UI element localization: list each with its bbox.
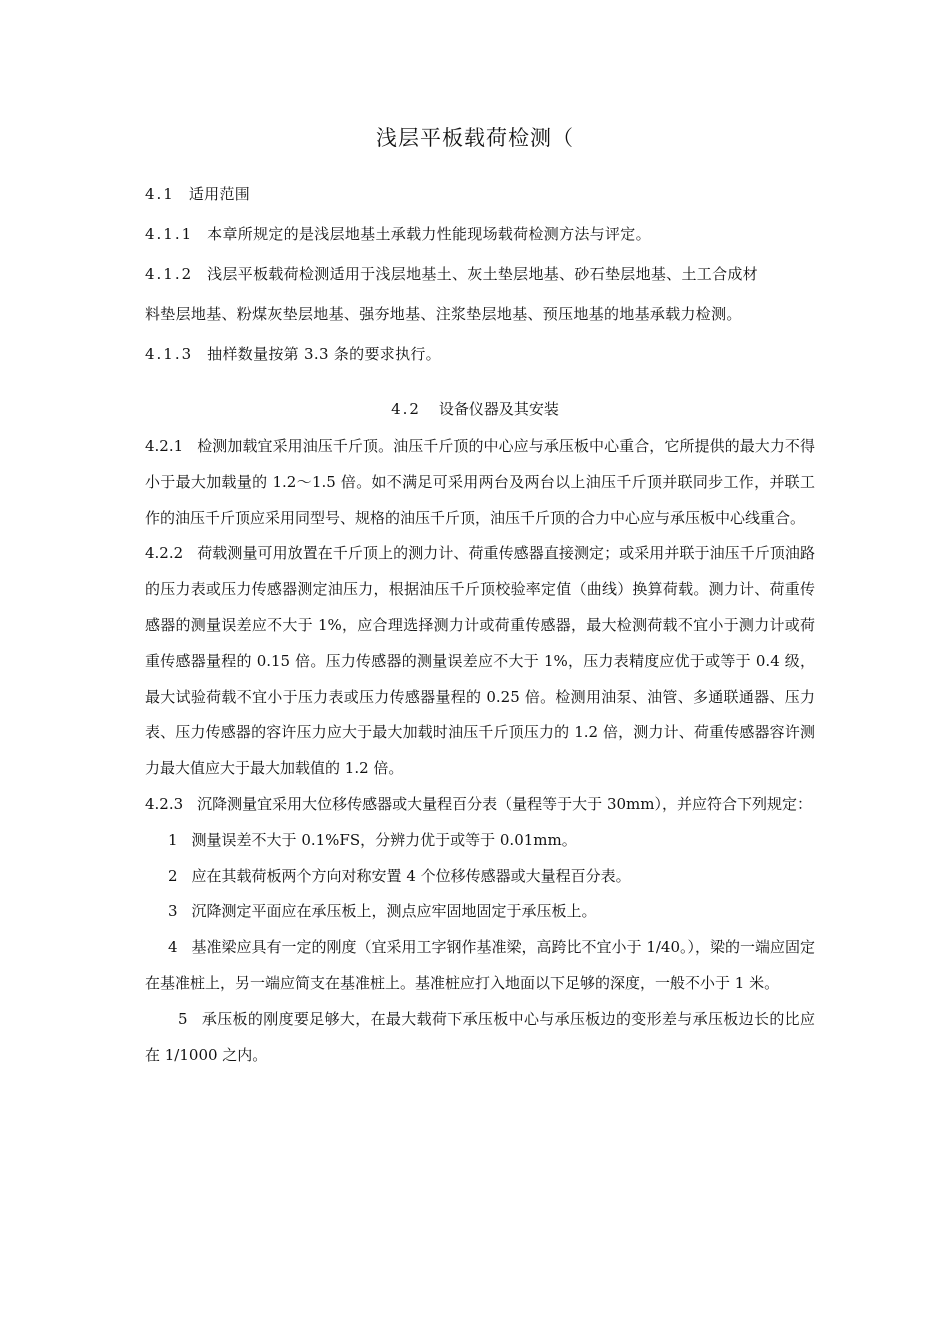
section-heading-text: 适用范围 <box>188 185 251 203</box>
list-item <box>145 859 815 895</box>
clause-text: 本章所规定的是浅层地基土承载力性能现场载荷检测方法与评定。 <box>207 225 651 243</box>
list-item-text: 基准梁应具有一定的刚度（宜采用工字钢作基准梁，高跨比不宜小于 1/40。），梁的一端应固定在基准桩上，另一端应简支在基准桩上。基准桩应打入地面以下足够的深度，一般不小于 1 米。 <box>145 938 816 992</box>
clause-number: 4.1.3 <box>145 345 194 363</box>
clause-text: 沉降测量宜采用大位移传感器或大量程百分表（量程等于大于 30mm），并应符合下列规定： <box>197 794 812 813</box>
section-number: 4.1 <box>145 185 175 203</box>
clause-4-1-3 <box>145 334 825 374</box>
list-item-number: 2 <box>168 866 178 885</box>
clause-text: 抽样数量按第 3.3 条的要求执行。 <box>207 345 441 363</box>
clause-number: 4.2.2 <box>145 544 184 563</box>
clause-text: 检测加载宜采用油压千斤顶。油压千斤顶的中心应与承压板中心重合，它所提供的最大力不得小于最大加载量的 1.2～1.5 倍。如不满足可采用两台及两台以上油压千斤顶并联同步工作，并联工作的油压千斤顶应采用同型号、规格的油压千斤顶，油压千斤顶的合力中心应与承压板中心线重合。 <box>145 437 815 527</box>
list-item <box>145 930 815 1002</box>
list-item-text: 沉降测定平面应在承压板上，测点应牢固地固定于承压板上。 <box>191 902 597 921</box>
list-item-number: 5 <box>178 1009 188 1028</box>
clause-number: 4.2.3 <box>145 794 184 813</box>
document-title: 浅层平板载荷检测（ <box>376 126 574 150</box>
clause-number: 4.1.1 <box>145 225 194 243</box>
list-item-number: 4 <box>168 938 178 957</box>
list-item-text: 测量误差不大于 0.1%FS，分辨力优于或等于 0.01mm。 <box>191 830 577 849</box>
list-item <box>145 823 815 859</box>
section-number: 4.2 <box>391 400 421 418</box>
list-item-text: 承压板的刚度要足够大，在最大载荷下承压板中心与承压板边的变形差与承压板边长的比应在 1/1000 之内。 <box>145 1009 815 1064</box>
list-item-text: 应在其载荷板两个方向对称安置 4 个位移传感器或大量程百分表。 <box>191 866 631 885</box>
clause-4-2-1 <box>145 429 815 536</box>
clause-text: 荷载测量可用放置在千斤顶上的测力计、荷重传感器直接测定；或采用并联于油压千斤顶油路的压力表或压力传感器测定油压力，根据油压千斤顶校验率定值（曲线）换算荷载。测力计、荷重传感器的测量误差应不大于 1%，应合理选择测力计或荷重传感器，最大检测荷载不宜小于测力计或荷重传感器量程的 0.15 倍。压力传感器的测量误差应不大于 1%，压力表精度应优于或等于 0.4 级，最大试验荷载不宜小于压力表或压力传感器量程的 0.25 倍。检测用油泵、油管、多通联通器、压力表、压力传感器的容许压力应大于最大加载时油压千斤顶压力的 1.2 倍，测力计、荷重传感器容许测力最大值应大于最大加载值的 1.2 倍。 <box>145 544 815 778</box>
clause-4-2-2 <box>145 536 815 787</box>
section-4-2 <box>145 429 815 1073</box>
section-heading <box>145 174 825 214</box>
list-item-number: 1 <box>168 830 178 849</box>
section-4-1 <box>145 174 825 374</box>
clause-number: 4.2.1 <box>145 437 184 455</box>
list-item <box>145 894 815 930</box>
clause-4-1-2 <box>145 254 825 294</box>
clause-text: 浅层平板载荷检测适用于浅层地基土、灰土垫层地基、砂石垫层地基、土工合成材 <box>207 265 758 283</box>
clause-4-1-2-continued: 料垫层地基、粉煤灰垫层地基、强夯地基、注浆垫层地基、预压地基的地基承载力检测。 <box>145 305 742 323</box>
clause-number: 4.1.2 <box>145 265 194 283</box>
list-item-number: 3 <box>168 902 178 921</box>
section-4-2-heading <box>0 395 950 423</box>
section-heading-text: 设备仪器及其安装 <box>438 400 559 418</box>
clause-4-2-3 <box>145 787 815 823</box>
clause-4-1-1 <box>145 214 825 254</box>
list-item <box>145 1002 815 1074</box>
